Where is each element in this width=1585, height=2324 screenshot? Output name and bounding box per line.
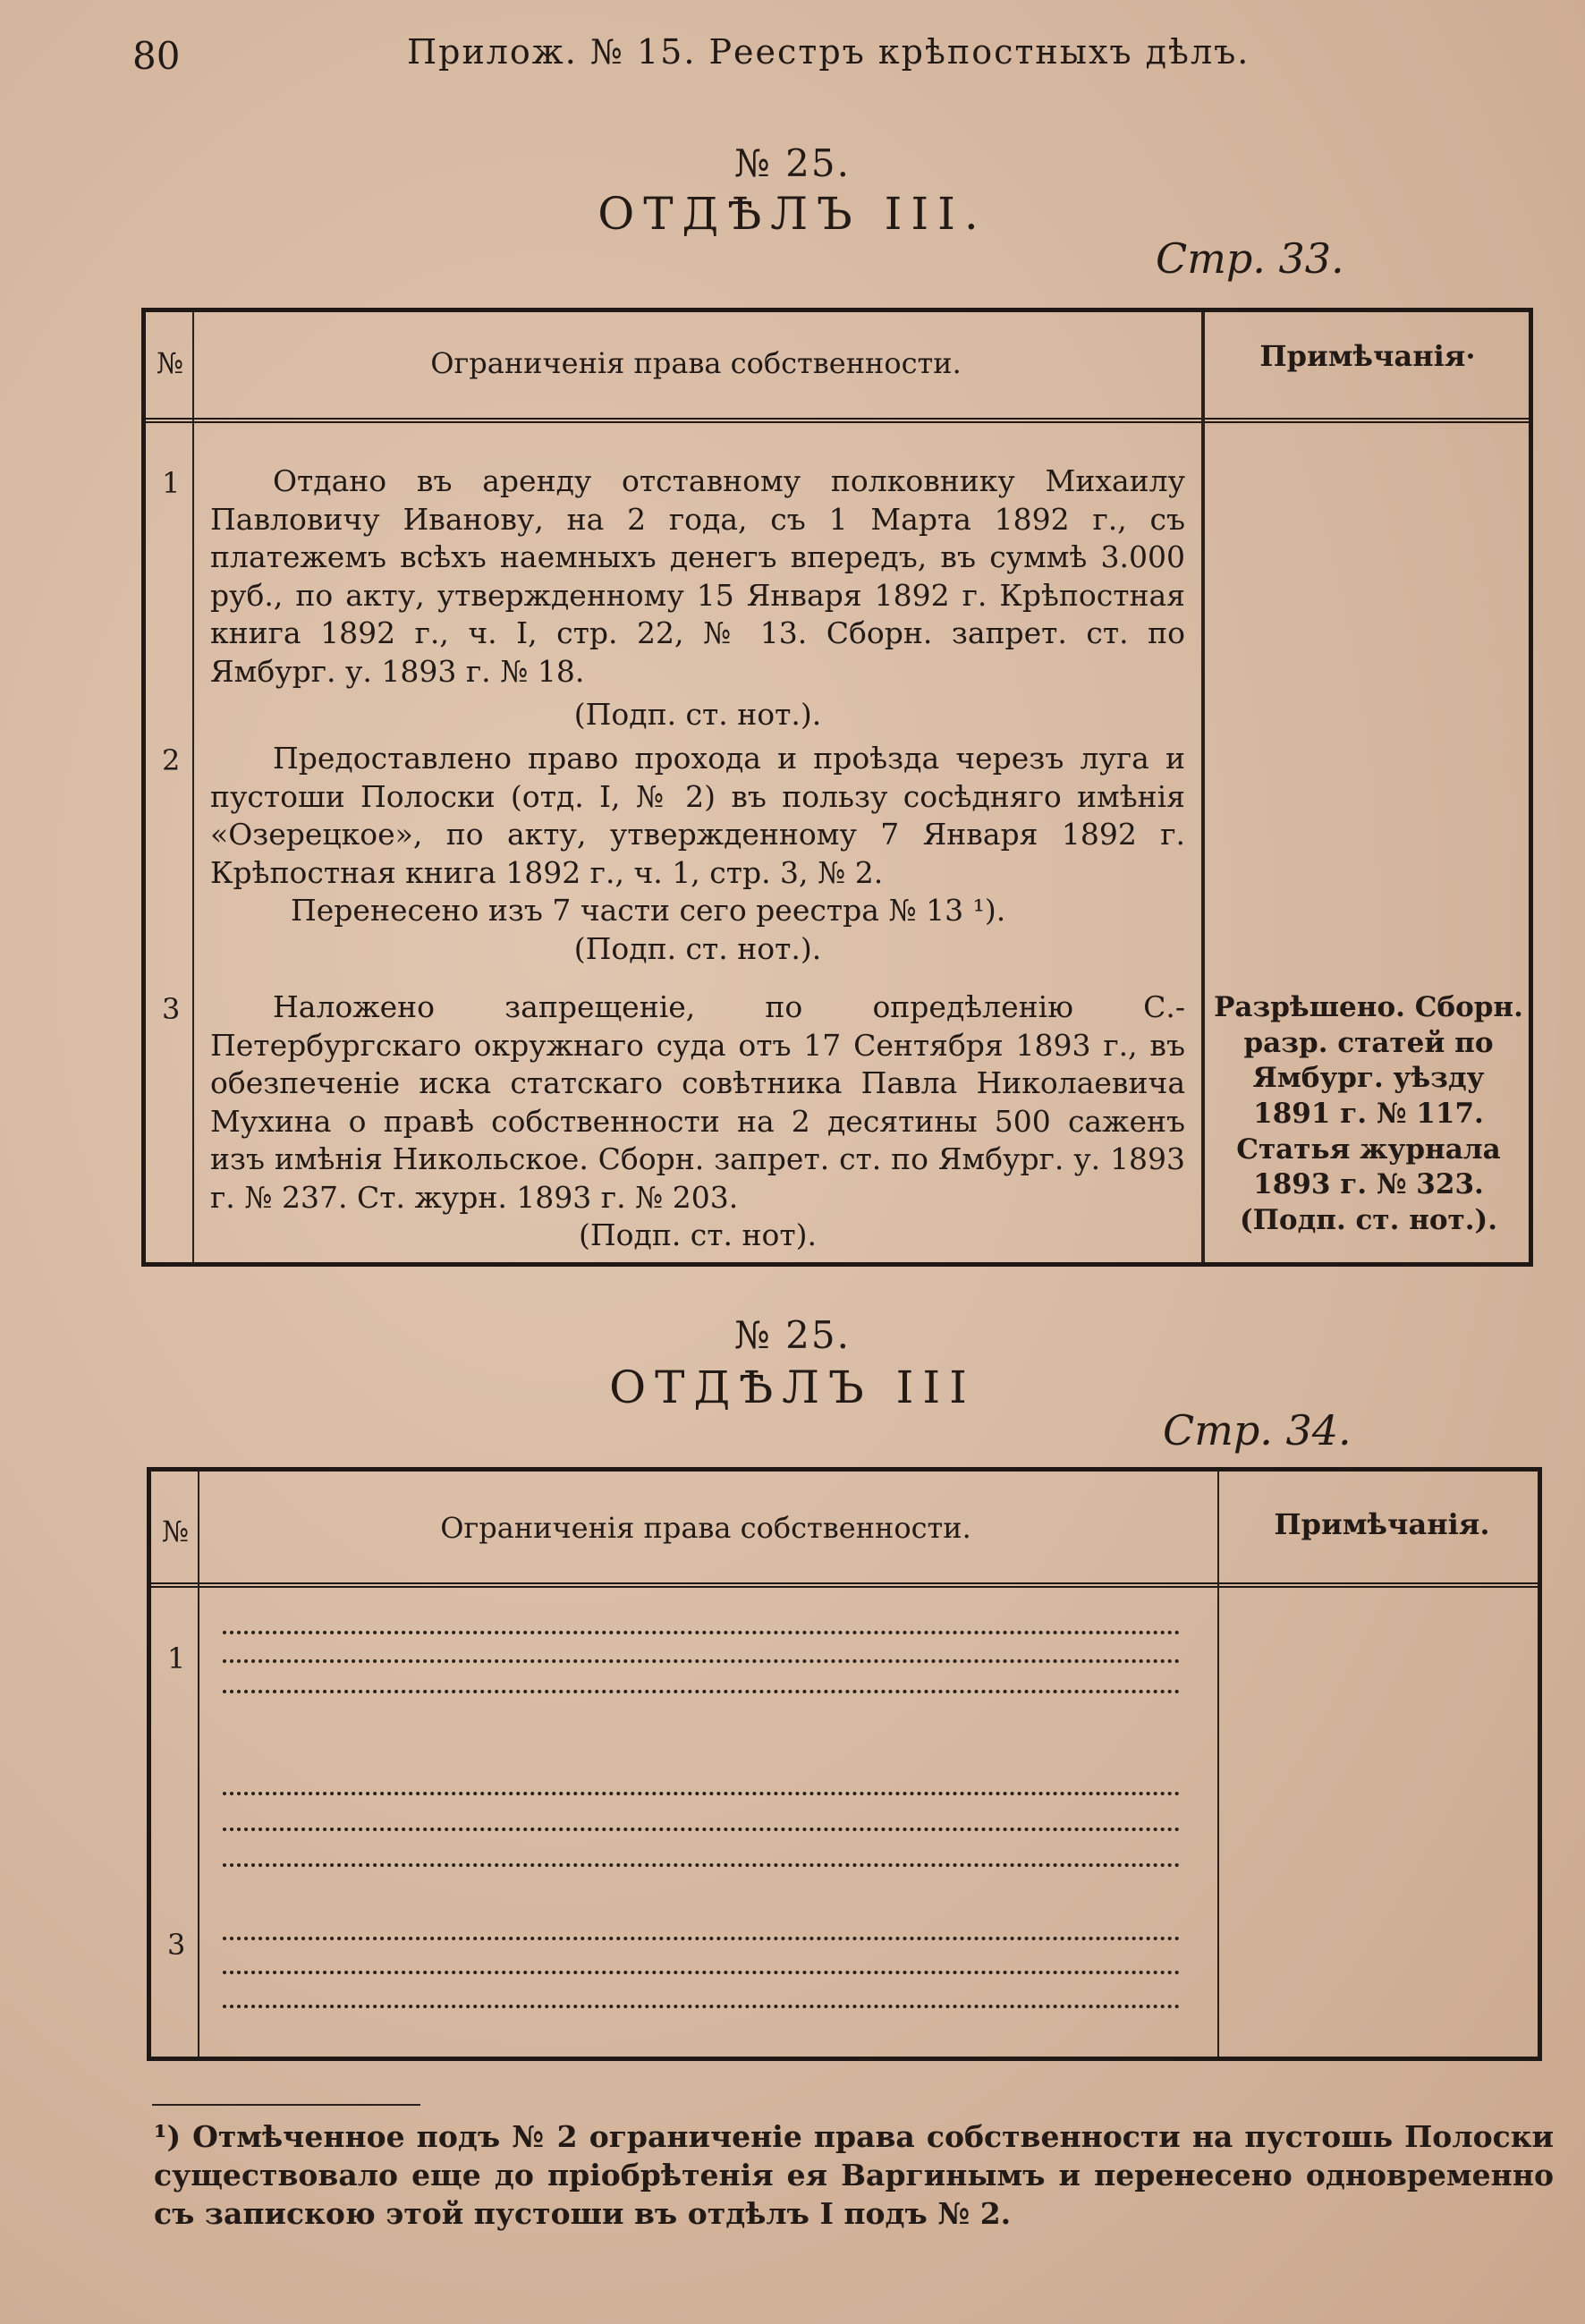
sheet2-page-ref: Стр. 34. [1163,1406,1352,1455]
sheet1-row3-note: Разрѣшено. Сборн. разр. статей по Ямбург. уѣзду 1891 г. № 117. Статья журнала 1893 г. № 323. (Подп. ст. нот.). [1214,991,1523,1237]
sheet1-page-ref: Стр. 33. [1156,234,1344,283]
sheet2-row3-num: 3 [167,1928,186,1962]
dotted-line [223,1792,1180,1795]
running-title: Прилож. № 15. Реестръ крѣпостныхъ дѣлъ. [407,32,1250,72]
dotted-line [223,1863,1180,1867]
sheet1-col-num: № [156,346,184,380]
sheet1-row2-entry [210,740,1185,968]
sheet1-row2-signature: (Подп. ст. нот.). [573,930,822,966]
sheet2-row1-num: 1 [167,1641,186,1675]
sheet1-department: ОТДѢЛЪ III. [598,188,987,240]
sheet1-row2-num: 2 [162,743,181,777]
sheet1-col-restrictions: Ограниченія права собственности. [430,346,962,380]
footnote: ¹) Отмѣченное подъ № 2 ограниченіе права собственности на пустошь Полоски существовало еще до пріобрѣтенія ея Варгинымъ и перенесено одновременно съ запискою этой пустоши въ отдѣлъ I подъ № 2. [154,2119,1554,2231]
sheet2-table [147,1467,1542,2061]
page-number: 80 [132,34,181,78]
sheet1-row3-text: Наложено запрещеніе, по опредѣленію С.-Петербургскаго окружнаго суда отъ 17 Сентября 1893 г., въ обезпеченіе иска статскаго совѣтника Павла Николаевича Мухина о правѣ собственности на 2 десятины 500 саженъ изъ имѣнія Никольское. Сборн. запрет. ст. по Ямбург. у. 1893 г. № 237. Ст. журн. 1893 г. № 203. [210,989,1185,1215]
sheet2-number: № 25. [734,1313,851,1357]
sheet1-row3-num: 3 [162,992,181,1026]
sheet1-row3-entry [210,988,1185,1255]
sheet2-department: ОТДѢЛЪ III [609,1361,976,1413]
sheet2-col-restrictions: Ограниченія права собственности. [440,1511,971,1545]
sheet1-number: № 25. [734,141,851,185]
sheet1-row3-signature: (Подп. ст. нот). [578,1217,817,1253]
sheet1-col-divider-1 [192,312,194,1262]
sheet1-row1-signature: (Подп. ст. нот.). [573,697,822,733]
footnote-rule [152,2104,420,2106]
sheet1-row2-text: Предоставлено право прохода и проѣзда черезъ луга и пустоши Полоски (отд. I, № 2) въ пользу сосѣдняго имѣнія «Озерецкое», по акту, утвержденному 7 Января 1892 г. Крѣпостная книга 1892 г., ч. 1, стр. 3, № 2. [210,741,1185,890]
sheet1-row1-text: Отдано въ аренду отставному полковнику Михаилу Павловичу Иванову, на 2 года, съ 1 Марта 1892 г., съ платежемъ всѣхъ наемныхъ денегъ впередъ, въ суммѣ 3.000 руб., по акту, утвержденному 15 Января 1892 г. Крѣпостная книга 1892 г., ч. I, стр. 22, № 13. Сборн. запрет. ст. по Ямбург. у. 1893 г. № 18. [210,463,1185,689]
dotted-line [223,1631,1180,1634]
dotted-line [223,1828,1180,1831]
dotted-line [223,1971,1180,1974]
dotted-line [223,1690,1180,1693]
sheet1-col-notes: Примѣчанія· [1259,339,1476,373]
sheet1-table [141,308,1533,1267]
sheet2-col-divider-1 [198,1472,199,2057]
dotted-line [223,2005,1180,2008]
sheet1-row2-transfer: Перенесено изъ 7 части сего реестра № 13 ¹). [291,893,1006,929]
sheet1-row1-num: 1 [162,466,181,500]
dotted-line [223,1659,1180,1663]
sheet1-col-divider-2 [1201,312,1205,1262]
sheet2-col-notes: Примѣчанія. [1274,1507,1490,1541]
sheet1-row1-entry [210,462,1185,734]
sheet2-col-num: № [161,1514,190,1548]
dotted-line [223,1937,1180,1940]
sheet2-col-divider-2 [1217,1472,1219,2057]
